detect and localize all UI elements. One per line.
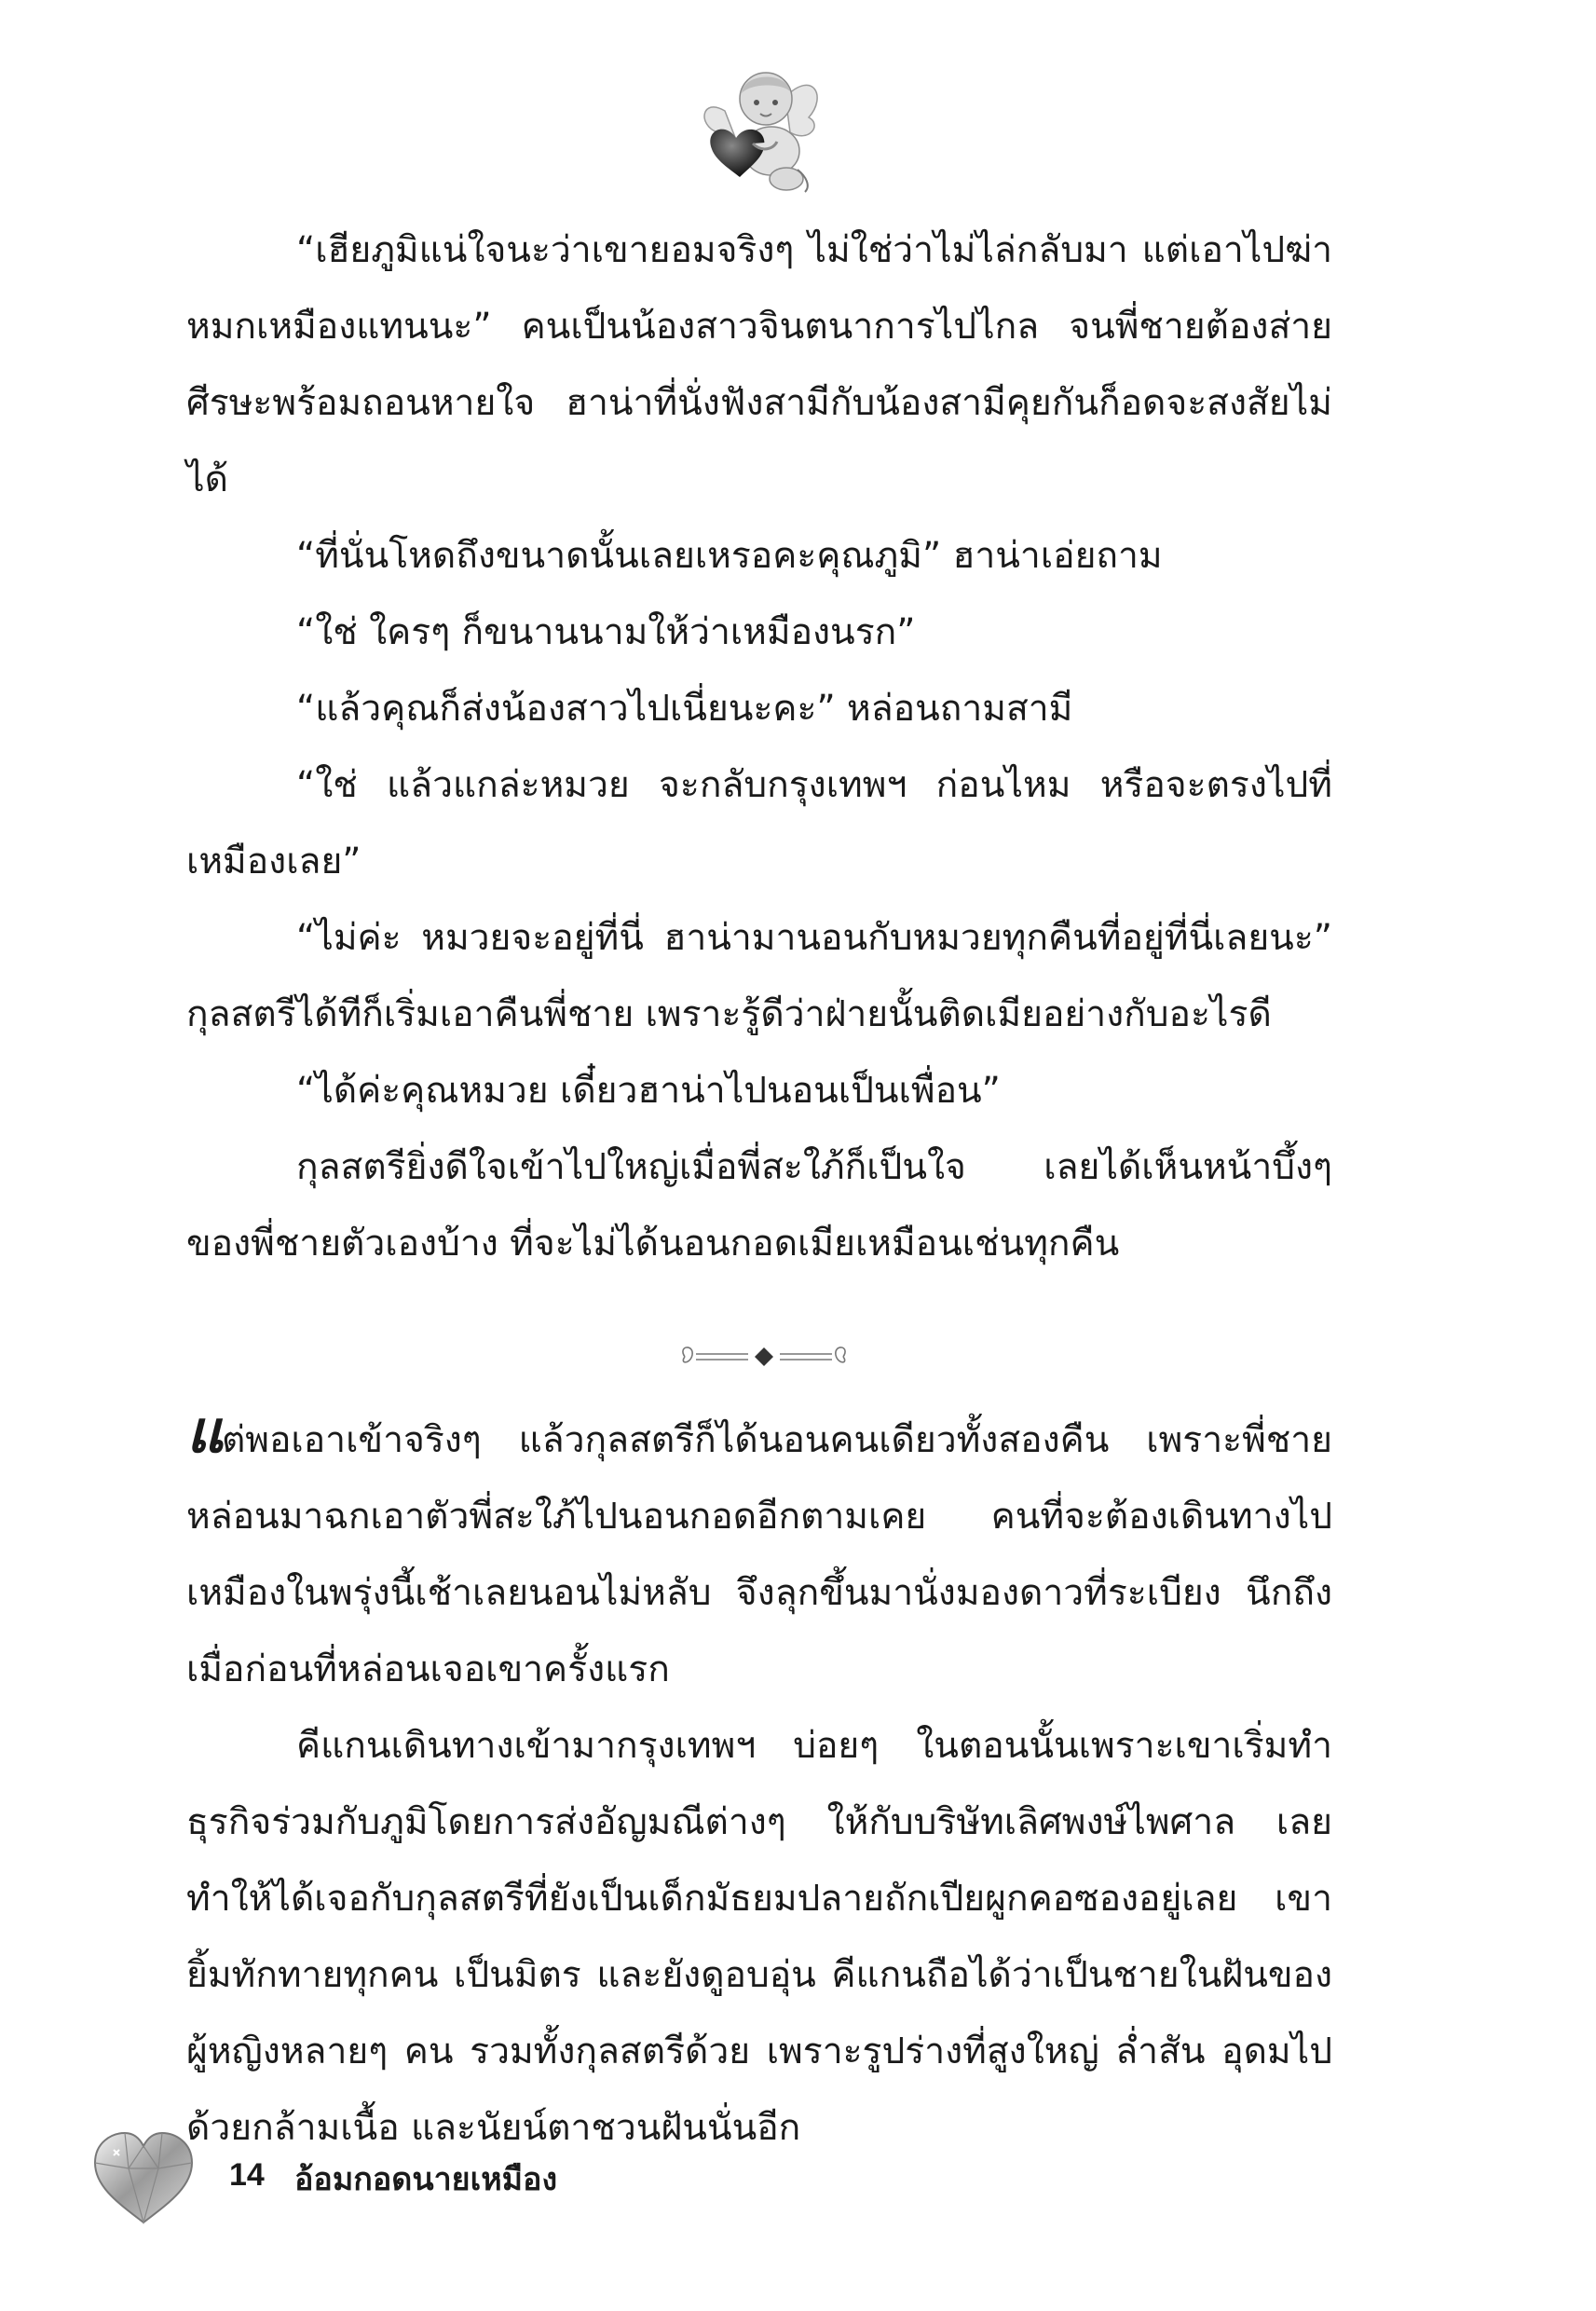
- text-block-1: [186, 212, 1332, 1282]
- page-footer: [91, 2129, 837, 2241]
- drop-cap: แ: [186, 1398, 218, 1466]
- paragraph-text: ต่พอเอาเข้าจริงๆ แล้วกุลสตรีก็ได้นอนคนเดียวทั้งสองคืน เพราะพี่ชายหล่อนมาฉกเอาตัวพี่สะใภ้ไปนอนกอดอีกตามเคย คนที่จะต้องเดินทางไปเหมืองในพรุ่งนี้เช้าเลยนอนไม่หลับ จึงลุกขึ้นมานั่งมองดาวที่ระเบียง นึกถึงเมื่อก่อนที่หล่อนเจอเขาครั้งแรก: [186, 1419, 1332, 1690]
- text-block-2: [186, 1398, 1332, 2167]
- paragraph: คีแกนเดินทางเข้ามากรุงเทพฯ บ่อยๆ ในตอนนั้นเพราะเขาเริ่มทำธุรกิจร่วมกับภูมิโดยการส่งอัญมณีต่างๆ ให้กับบริษัทเลิศพงษ์ไพศาล เลยทำให้ได้เจอกับกุลสตรีที่ยังเป็นเด็กมัธยมปลายถักเปียผูกคอซองอยู่เลย เขายิ้มทักทายทุกคน เป็นมิตร และยังดูอบอุ่น คีแกนถือได้ว่าเป็นชายในฝันของผู้หญิงหลายๆ คน รวมทั้งกุลสตรีด้วย เพราะรูปร่างที่สูงใหญ่ ล่ำสัน อุดมไปด้วยกล้ามเนื้อ และนัยน์ตาชวนฝันนั่นอีก: [186, 1725, 1332, 2149]
- ornamental-divider-icon: [675, 1338, 853, 1375]
- paragraph: “ที่นั่นโหดถึงขนาดนั้นเลยเหรอคะคุณภูมิ” ฮาน่าเอ่ยถาม: [296, 535, 1163, 577]
- paragraph: “ใช่ แล้วแกล่ะหมวย จะกลับกรุงเทพฯ ก่อนไหม หรือจะตรงไปที่เหมืองเลย”: [186, 764, 1332, 882]
- paragraph: “แล้วคุณก็ส่งน้องสาวไปเนี่ยนะคะ” หล่อนถามสามี: [296, 688, 1073, 730]
- cupid-with-heart-icon: [697, 60, 827, 199]
- page-number: 14: [229, 2157, 265, 2193]
- book-title: อ้อมกอดนายเหมือง: [294, 2161, 558, 2198]
- paragraph: [186, 1398, 1332, 1708]
- paragraph: “ไม่ค่ะ หมวยจะอยู่ที่นี่ ฮาน่ามานอนกับหมวยทุกคืนที่อยู่ที่นี่เลยนะ” กุลสตรีได้ทีก็เริ่มเอาคืนพี่ชาย เพราะรู้ดีว่าฝ่ายนั้นติดเมียอย่างกับอะไรดี: [186, 917, 1332, 1035]
- paragraph: “เฮียภูมิแน่ใจนะว่าเขายอมจริงๆ ไม่ใช่ว่าไม่ไล่กลับมา แต่เอาไปฆ่าหมกเหมืองแทนนะ” คนเป็นน้องสาวจินตนาการไปไกล จนพี่ชายต้องส่ายศีรษะพร้อมถอนหายใจ ฮาน่าที่นั่งฟังสามีกับน้องสามีคุยกันก็อดจะสงสัยไม่ได้: [186, 229, 1332, 500]
- paragraph: กุลสตรียิ่งดีใจเข้าไปใหญ่เมื่อพี่สะใภ้ก็เป็นใจ เลยได้เห็นหน้าบึ้งๆ ของพี่ชายตัวเองบ้าง ที่จะไม่ได้นอนกอดเมียเหมือนเช่นทุกคืน: [186, 1146, 1332, 1265]
- paragraph: “ได้ค่ะคุณหมวย เดี๋ยวฮาน่าไปนอนเป็นเพื่อน”: [296, 1070, 1001, 1112]
- diamond-heart-icon: [91, 2129, 196, 2227]
- paragraph: “ใช่ ใครๆ ก็ขนานนามให้ว่าเหมืองนรก”: [296, 611, 916, 653]
